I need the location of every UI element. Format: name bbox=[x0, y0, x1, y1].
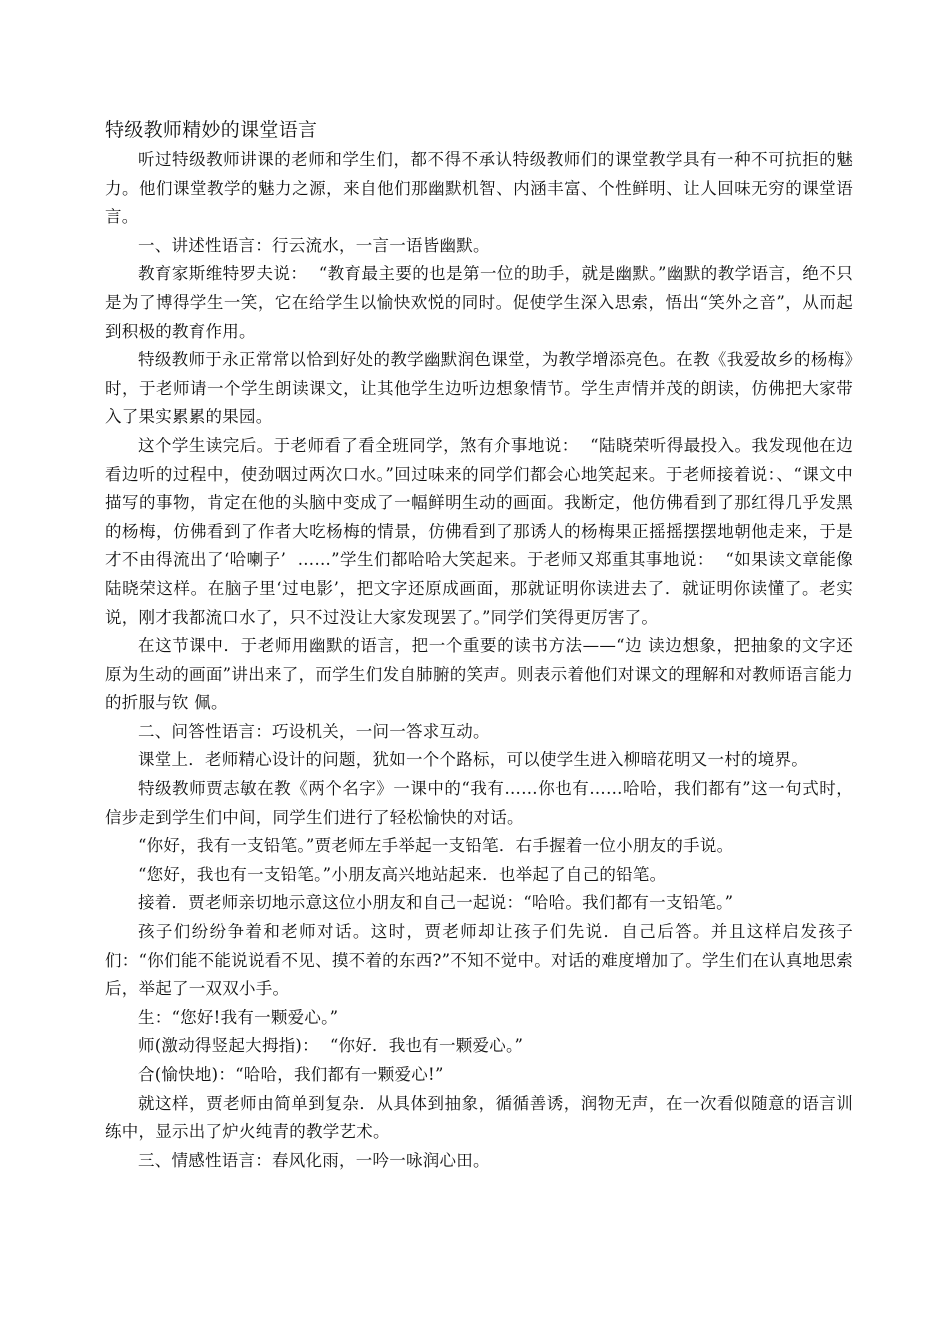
paragraph-children-dialogue: 孩子们纷纷争着和老师对话。这时，贾老师却让孩子们先说．自己后答。并且这样启发孩子们：“你们能不能说说看不见、摸不着的东西?”不知不觉中。对话的难度增加了。学生们在认真地思索后，举起了一双双小手。 bbox=[105, 922, 853, 999]
dialogue-line: “您好，我也有一支铅笔。”小朋友高兴地站起来．也举起了自己的铅笔。 bbox=[138, 864, 667, 884]
document-title: 特级教师精妙的课堂语言 bbox=[105, 119, 318, 141]
paragraph-questions: 课堂上．老师精心设计的问题，犹如一个个路标，可以使学生进入柳暗花明又一村的境界。 bbox=[138, 750, 808, 770]
dialogue-line: “你好，我有一支铅笔。”贾老师左手举起一支铅笔．右手握着一位小朋友的手说。 bbox=[138, 836, 734, 856]
section-heading-qa: 二、问答性语言：巧设机关，一问一答求互动。 bbox=[138, 721, 490, 741]
dialogue-line: 生：“您好!我有一颗爱心。” bbox=[138, 1007, 339, 1027]
paragraph-jia-zhimin: 特级教师贾志敏在教《两个名字》一课中的“我有……你也有……哈哈，我们都有”这一句式时，信步走到学生们中间，同学生们进行了轻松愉快的对话。 bbox=[105, 779, 853, 827]
dialogue-line: 师(激动得竖起大拇指)： “你好．我也有一颗爱心。” bbox=[138, 1036, 524, 1056]
paragraph-yu-yongzheng: 特级教师于永正常常以恰到好处的教学幽默润色课堂，为教学增添亮色。在教《我爱故乡的杨梅》时，于老师请一个学生朗读课文，让其他学生边听边想象情节。学生声情并茂的朗读，仿佛把大家带入了果实累累的果园。 bbox=[105, 350, 853, 427]
paragraph-intro: 听过特级教师讲课的老师和学生们，都不得不承认特级教师们的课堂教学具有一种不可抗拒的魅力。他们课堂教学的魅力之源，来自他们那幽默机智、内涵丰富、个性鲜明、让人回味无穷的课堂语言。 bbox=[105, 150, 853, 227]
paragraph-reading-method: 在这节课中．于老师用幽默的语言，把一个重要的读书方法——“边 读边想象，把抽象的文字还原为生动的画面”讲出来了，而学生们发自肺腑的笑声。则表示着他们对课文的理解和对教师语言能力的折服与钦 佩。 bbox=[105, 636, 853, 713]
dialogue-line: 合(愉快地)：“哈哈，我们都有一颗爱心!” bbox=[138, 1065, 444, 1084]
section-heading-narrative: 一、讲述性语言：行云流水，一言一语皆幽默。 bbox=[138, 235, 490, 255]
paragraph-classroom-story: 这个学生读完后。于老师看了看全班同学，煞有介事地说： “陆晓荣听得最投入。我发现他在边看边听的过程中，使劲咽过两次口水。”回过味来的同学们都会心地笑起来。于老师接着说：、“课文中描写的事物，肯定在他的头脑中变成了一幅鲜明生动的画面。我断定，他仿佛看到了那红得几乎发黑的杨梅，仿佛看到了作者大吃杨梅的情景，仿佛看到了那诱人的杨梅果正摇摇摆摆地朝他走来，于是才不由得流出了‘哈喇子’ ……”学生们都哈哈大笑起来。于老师又郑重其事地说： “如果读文章能像陆晓荣这样。在脑子里‘过电影’，把文字还原成画面，那就证明你读进去了．就证明你读懂了。老实说，刚才我都流口水了，只不过没让大家发现罢了。”同学们笑得更厉害了。 bbox=[105, 435, 853, 627]
paragraph-humor-quote: 教育家斯维特罗夫说： “教育最主要的也是第一位的助手，就是幽默。”幽默的教学语言，绝不只是为了博得学生一笑，它在给学生以愉快欢悦的同时。促使学生深入思索，悟出“笑外之音”，从而起到积极的教育作用。 bbox=[105, 264, 853, 341]
paragraph-summary: 就这样，贾老师由简单到复杂．从具体到抽象，循循善诱，润物无声，在一次看似随意的语言训练中，显示出了炉火纯青的教学艺术。 bbox=[105, 1093, 853, 1142]
document-page bbox=[105, 114, 853, 1175]
dialogue-line: 接着．贾老师亲切地示意这位小朋友和自己一起说：“哈哈。我们都有一支铅笔。” bbox=[138, 893, 734, 913]
section-heading-emotional: 三、情感性语言：春风化雨，一吟一咏润心田。 bbox=[138, 1150, 490, 1170]
